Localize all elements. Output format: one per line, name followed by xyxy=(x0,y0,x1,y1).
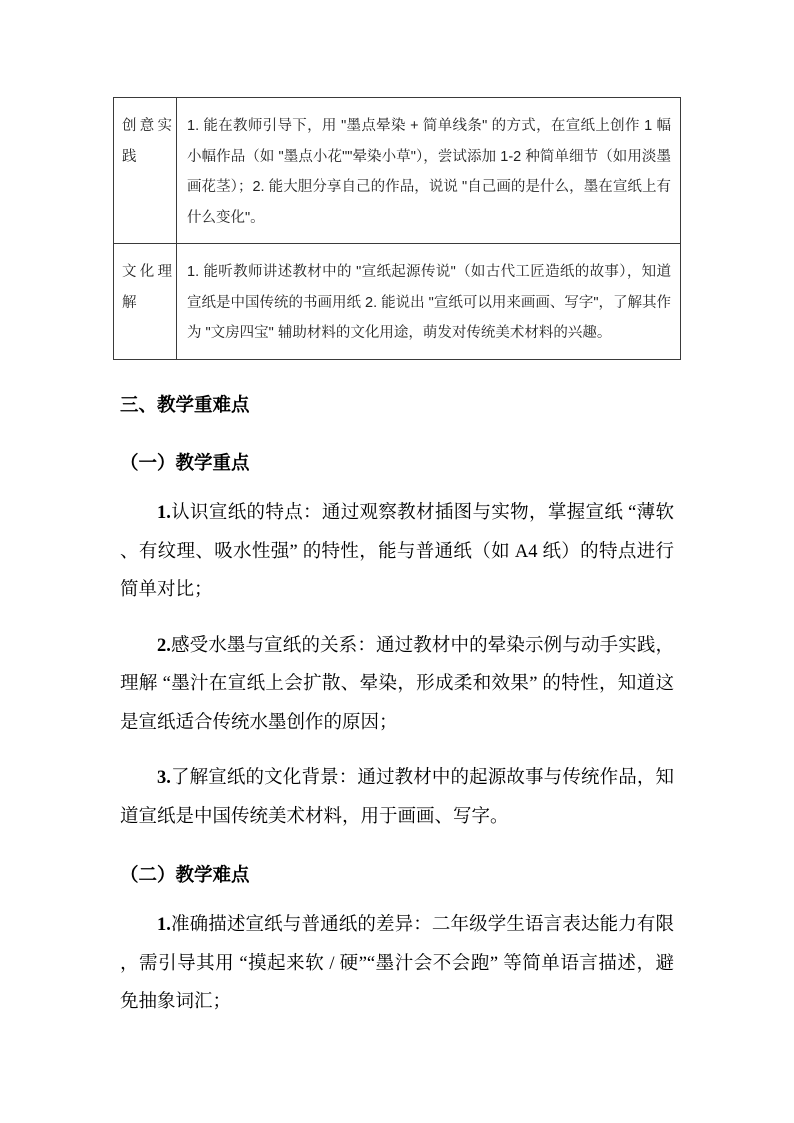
row-label: 创意实践 xyxy=(114,98,177,244)
key-point-item xyxy=(120,494,674,610)
item-number: 1. xyxy=(157,915,171,936)
item-number: 2. xyxy=(157,635,171,656)
difficulty-item xyxy=(120,906,674,1022)
table-row-creative-practice xyxy=(114,98,681,244)
objectives-table-body xyxy=(114,98,681,360)
item-number: 1. xyxy=(157,503,171,524)
row-label: 文化理解 xyxy=(114,244,177,360)
document-body xyxy=(120,358,674,1022)
key-point-item xyxy=(120,627,674,743)
section-heading: 三、教学重难点 xyxy=(120,393,250,415)
row-content: 1. 能在教师引导下，用 "墨点晕染 + 简单线条" 的方式，在宣纸上创作 1 幅小幅作品（如 "墨点小花""晕染小草"），尝试添加 1-2 种简单细节（如用淡墨画花茎）；2. 能大胆分享自己的作品，说说 "自己画的是什么，墨在宣纸上有什么变化"。 xyxy=(177,98,681,244)
key-point-item xyxy=(120,759,674,836)
objectives-table xyxy=(113,97,681,360)
item-text: 准确描述宣纸与普通纸的差异：二年级学生语言表达能力有限，需引导其用 “摸起来软 / 硬”“墨汁会不会跑” 等简单语言描述，避免抽象词汇； xyxy=(120,915,674,1013)
item-text: 认识宣纸的特点：通过观察教材插图与实物，掌握宣纸 “薄软、有纹理、吸水性强” 的特性，能与普通纸（如 A4 纸）的特点进行简单对比； xyxy=(120,503,674,601)
item-text: 感受水墨与宣纸的关系：通过教材中的晕染示例与动手实践，理解 “墨汁在宣纸上会扩散、晕染，形成柔和效果” 的特性，知道这是宣纸适合传统水墨创作的原因； xyxy=(120,635,674,733)
subsection-heading-difficulties: （二）教学难点 xyxy=(120,863,250,885)
row-content: 1. 能听教师讲述教材中的 "宣纸起源传说"（如古代工匠造纸的故事），知道宣纸是中国传统的书画用纸 2. 能说出 "宣纸可以用来画画、写字"，了解其作为 "文房四宝" 辅助材料的文化用途，萌发对传统美术材料的兴趣。 xyxy=(177,244,681,360)
item-text: 了解宣纸的文化背景：通过教材中的起源故事与传统作品，知道宣纸是中国传统美术材料，用于画画、写字。 xyxy=(120,768,674,827)
subsection-heading-key-points: （一）教学重点 xyxy=(120,451,250,473)
item-number: 3. xyxy=(157,768,171,789)
table-row-cultural-understanding xyxy=(114,244,681,360)
